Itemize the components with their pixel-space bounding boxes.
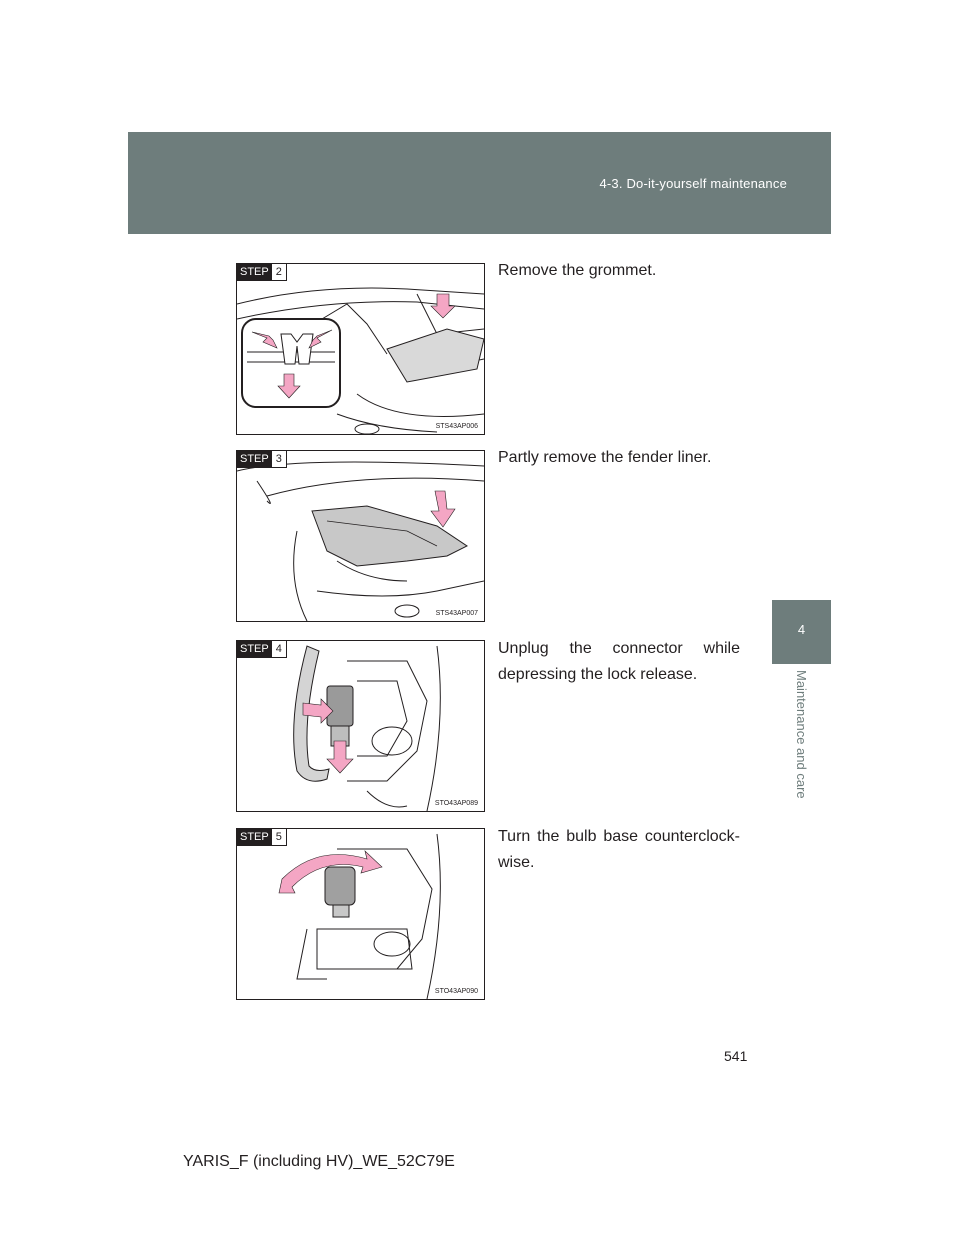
step-badge-label: STEP (237, 829, 272, 846)
fender-liner-illustration (237, 451, 484, 621)
figure-code: STS43AP006 (435, 423, 478, 430)
chapter-tab (772, 600, 831, 664)
bulb-base-illustration (237, 829, 484, 999)
step-badge-number: 5 (272, 829, 287, 846)
chapter-label-container (772, 664, 831, 824)
chapter-number: 4 (797, 622, 806, 637)
page-number: 541 (724, 1048, 748, 1064)
step-badge (237, 641, 287, 658)
step-badge-number: 2 (272, 264, 287, 281)
step-badge-number: 4 (272, 641, 287, 658)
step-badge (237, 451, 287, 468)
step-badge-label: STEP (237, 264, 272, 281)
chapter-label: Maintenance and care (794, 670, 809, 799)
step-badge-label: STEP (237, 451, 272, 468)
step-2-text: Remove the grommet. (498, 262, 657, 279)
step-4-figure (236, 640, 485, 812)
step-badge-number: 3 (272, 451, 287, 468)
grommet-illustration (237, 264, 484, 434)
connector-illustration (237, 641, 484, 811)
section-header (128, 132, 831, 234)
step-5-text: Turn the bulb base counterclock-wise. (498, 828, 740, 871)
step-badge-label: STEP (237, 641, 272, 658)
step-badge (237, 829, 287, 846)
step-4-text: Unplug the connector while depressing the lock release. (498, 640, 740, 683)
step-5-figure (236, 828, 485, 1000)
step-badge (237, 264, 287, 281)
step-3-figure (236, 450, 485, 622)
section-title: 4-3. Do-it-yourself maintenance (599, 176, 787, 191)
figure-code: STO43AP090 (434, 988, 478, 995)
document-footer: YARIS_F (including HV)_WE_52C79E (183, 1153, 455, 1170)
step-3-text: Partly remove the fender liner. (498, 449, 712, 466)
figure-code: STO43AP089 (434, 800, 478, 807)
figure-code: STS43AP007 (435, 610, 478, 617)
step-2-figure (236, 263, 485, 435)
